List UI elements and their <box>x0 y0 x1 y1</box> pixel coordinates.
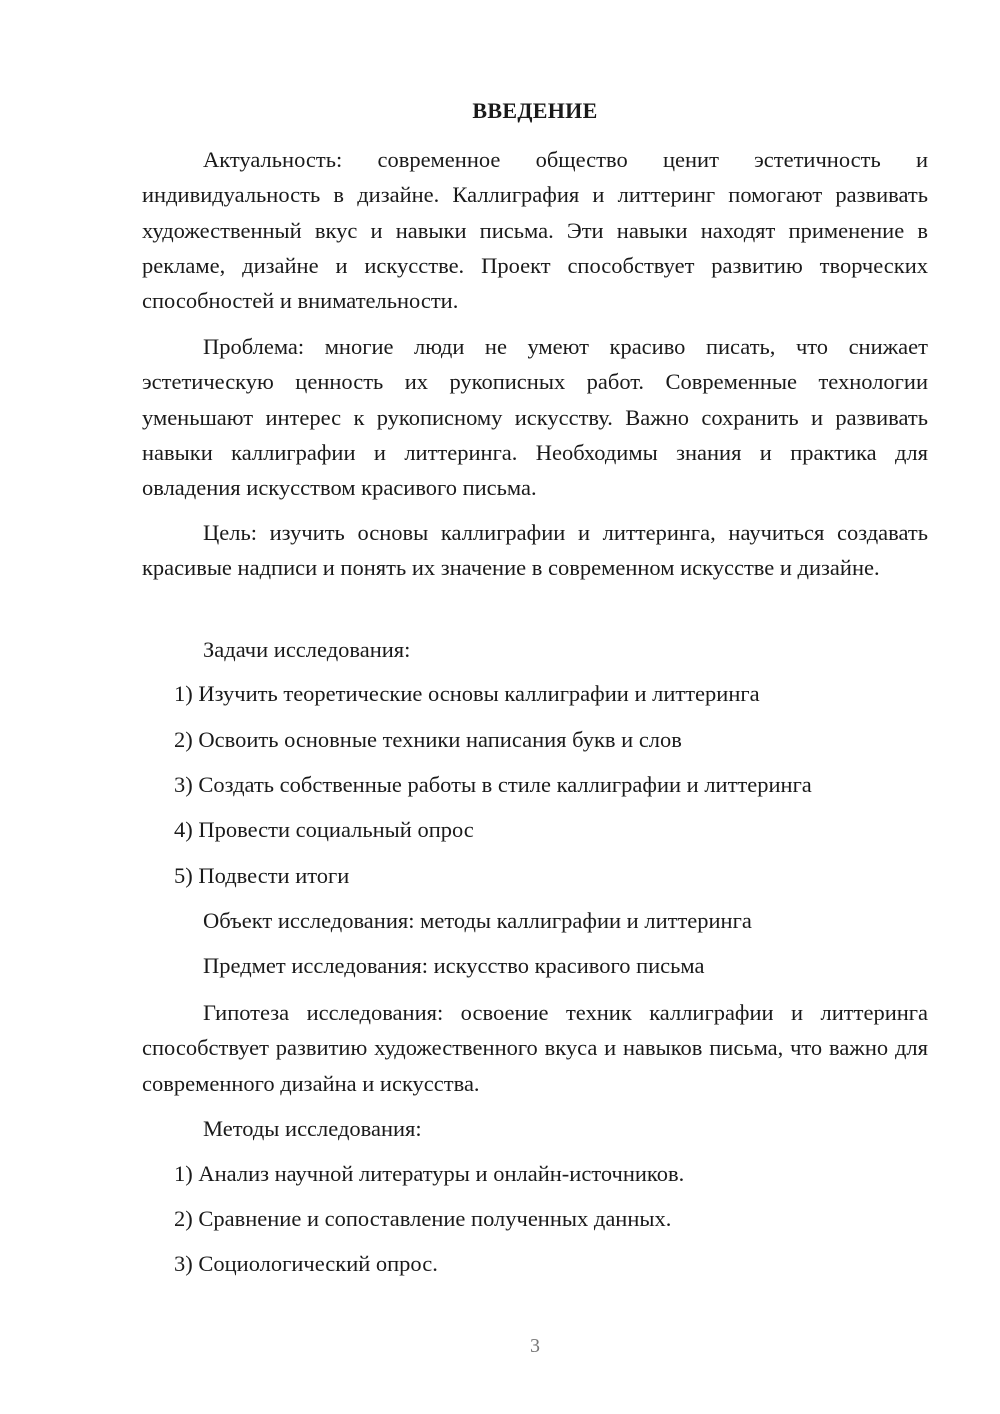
relevance-paragraph: Актуальность: современное общество ценит эстетичность и индивидуальность в дизайне. Каллиграфия и литтеринг помогают развивать художественный вкус и навыки письма. Эти навыки находят применение в рекламе, дизайне и искусстве. Проект способствует развитию творческих способностей и внимательности. <box>142 147 928 314</box>
task-item: 5) Подвести итоги <box>174 863 350 888</box>
page-title: ВВЕДЕНИЕ <box>472 98 598 123</box>
page-number: 3 <box>530 1335 540 1357</box>
subject-line: Предмет исследования: искусство красивого письма <box>203 953 705 978</box>
goal-paragraph: Цель: изучить основы каллиграфии и литтеринга, научиться создавать красивые надписи и понять их значение в современном искусстве и дизайне. <box>142 520 928 581</box>
method-item: 3) Социологический опрос. <box>174 1251 438 1276</box>
task-item: 2) Освоить основные техники написания букв и слов <box>174 727 682 752</box>
method-item: 2) Сравнение и сопоставление полученных данных. <box>174 1206 672 1231</box>
methods-heading: Методы исследования: <box>203 1116 422 1141</box>
task-item: 3) Создать собственные работы в стиле каллиграфии и литтеринга <box>174 772 812 797</box>
problem-paragraph: Проблема: многие люди не умеют красиво писать, что снижает эстетическую ценность их рукописных работ. Современные технологии уменьшают интерес к рукописному искусству. Важно сохранить и развивать навыки каллиграфии и литтеринга. Необходимы знания и практика для овладения искусством красивого письма. <box>142 334 928 501</box>
method-item: 1) Анализ научной литературы и онлайн-источников. <box>174 1161 685 1186</box>
tasks-heading: Задачи исследования: <box>203 637 411 662</box>
object-line: Объект исследования: методы каллиграфии и литтеринга <box>203 908 752 933</box>
task-item: 1) Изучить теоретические основы каллиграфии и литтеринга <box>174 681 760 706</box>
hypothesis-paragraph: Гипотеза исследования: освоение техник каллиграфии и литтеринга способствует развитию художественного вкуса и навыков письма, что важно для современного дизайна и искусства. <box>142 1000 928 1096</box>
task-item: 4) Провести социальный опрос <box>174 817 474 842</box>
